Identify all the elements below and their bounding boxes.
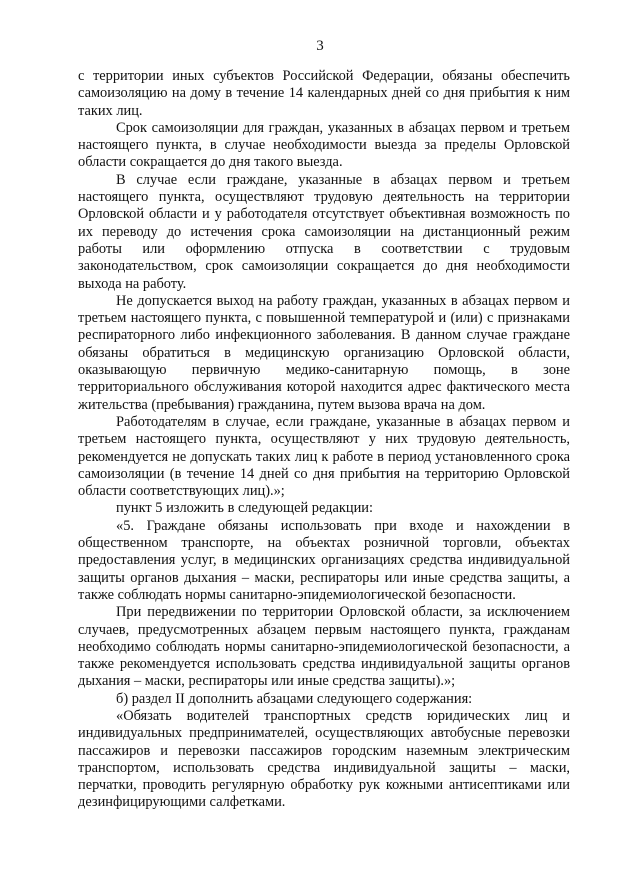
page-number: 3 [316,38,324,54]
paragraph: пункт 5 изложить в следующей редакции: [116,500,373,517]
paragraph: «Обязать водителей транспортных средств юридических лиц и индивидуальных предпринимателей, осуществляющих автобусные перевозки пассажиров и перевозки пассажиров городским наземным электрическим транспортом, использовать средства индивидуальной защиты – маски, перчатки, проводить регулярную обработку рук кожными антисептиками или дезинфицирующими салфетками. [78,707,570,811]
paragraph: В случае если граждане, указанные в абзацах первом и третьем настоящего пункта, осуществляют трудовую деятельность на территории Орловской области и у работодателя отсутствует объективная возможность по их переводу до истечения срока самоизоляции на дистанционный режим работы или оформлению отпуска в соответствии с трудовым законодательством, срок самоизоляции сокращается до дня необходимости выхода на работу. [78,171,570,292]
paragraph: б) раздел II дополнить абзацами следующего содержания: [116,690,473,707]
paragraph: Срок самоизоляции для граждан, указанных в абзацах первом и третьем настоящего пункта, в случае необходимости выезда за пределы Орловской области сокращается до дня такого выезда. [78,119,570,171]
paragraph: «5. Граждане обязаны использовать при входе и нахождении в общественном транспорте, на объектах розничной торговли, объектах предоставления услуг, в медицинских организациях средства индивидуальной защиты органов дыхания – маски, респираторы или иные средства защиты, а также соблюдать нормы санитарно-эпидемиологической безопасности. [78,517,570,603]
paragraph-continuation: с территории иных субъектов Российской Федерации, обязаны обеспечить самоизоляцию на дому в течение 14 календарных дней со дня прибытия к ним таких лиц. [78,68,570,119]
paragraph: Работодателям в случае, если граждане, указанные в абзацах первом и третьем настоящего пункта, осуществляют у них трудовую деятельность, рекомендуется не допускать таких лиц к работе в период установленного срока самоизоляции (в течение 14 дней со дня прибытия на территорию Орловской области соответствующих лиц).»; [78,413,570,500]
document-body [78,68,570,812]
paragraph: При передвижении по территории Орловской области, за исключением случаев, предусмотренных абзацем первым настоящего пункта, гражданам необходимо соблюдать нормы санитарно-эпидемиологической безопасности, а также рекомендуется использовать средства индивидуальной защиты органов дыхания – маски, респираторы или иные средства защиты).»; [78,604,570,690]
paragraph: Не допускается выход на работу граждан, указанных в абзацах первом и третьем настоящего пункта, с повышенной температурой и (или) с признаками респираторного либо инфекционного заболевания. В данном случае граждане обязаны обратиться в медицинскую организацию Орловской области, оказывающую первичную медико-санитарную помощь, в зоне территориального обслуживания которой находится адрес фактического места жительства (пребывания) гражданина, путем вызова врача на дом. [78,292,570,413]
